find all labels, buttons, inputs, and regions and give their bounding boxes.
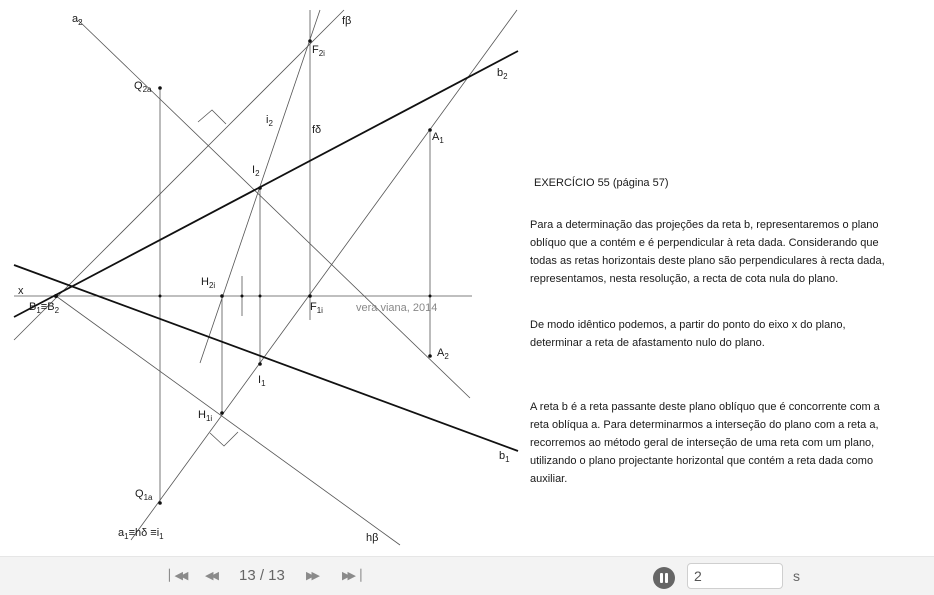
label-H1i: $H_{1i}$ <box>198 409 213 423</box>
label-i2: $i_2$ <box>266 114 273 128</box>
pause-icon-bar <box>665 573 668 583</box>
line-a2 <box>78 20 470 398</box>
right-angle-mark-lower <box>210 432 238 446</box>
skip-to-start-button[interactable] <box>169 569 185 583</box>
step-forward-button[interactable] <box>306 569 317 583</box>
label-I2: $I_2$ <box>252 164 260 178</box>
label-A1: $A_1$ <box>432 131 444 145</box>
label-x: x <box>18 285 24 297</box>
step-forward-icon: ▶▶ <box>306 570 317 582</box>
label-F1i: $F_{1i}$ <box>310 301 323 315</box>
line-a1 <box>131 10 517 540</box>
point-I1 <box>258 362 262 366</box>
label-b2: $b_2$ <box>497 67 508 81</box>
point-x-A <box>429 295 432 298</box>
line-b2 <box>14 51 518 317</box>
step-back-button[interactable] <box>205 569 216 583</box>
label-fdelta: fδ <box>312 124 322 136</box>
point-F2i <box>308 39 312 43</box>
label-F2i: $F_{2i}$ <box>312 44 325 58</box>
label-H2i: $H_{2i}$ <box>201 276 216 290</box>
label-fbeta: fβ <box>342 15 352 27</box>
point-Q1a <box>158 501 162 505</box>
label-B1B2: $B_1\equiv B_2$ <box>29 301 60 315</box>
point-x-aux <box>241 295 244 298</box>
label-a2: $a_2$ <box>72 13 83 27</box>
point-x-I <box>259 295 262 298</box>
label-hbeta: hβ <box>366 532 379 544</box>
pause-button[interactable] <box>653 567 675 589</box>
point-H1i <box>220 411 224 415</box>
seconds-input[interactable] <box>687 563 783 589</box>
label-a1-hdelta-i1: $a_1\equiv h\delta \equiv i_1$ <box>118 527 164 541</box>
point-F1i <box>308 294 312 298</box>
explanation-paragraph-3: A reta b é a reta passante deste plano oblíquo que é concorrente com a reta oblíqua a. Para determinarmos a interseção do plano com a reta a, recorremos ao método geral de interseção de uma reta com um plano, utilizando o plano projectante horizontal que contém a reta dada como auxiliar. <box>530 401 880 485</box>
seconds-unit: s <box>793 568 800 584</box>
label-b1: $b_1$ <box>499 450 510 464</box>
line-hbeta <box>56 296 400 545</box>
label-A2: $A_2$ <box>437 347 449 361</box>
point-Q2a <box>158 86 162 90</box>
explanation-paragraph-1: Para a determinação das projeções da reta b, representaremos o plano oblíquo que a contém e é perpendicular à reta dada. Considerando que todas as retas horizontais deste plano são perpendiculares à recta dada, representamos, nesta resolução, a recta de cota nula do plano. <box>530 219 885 285</box>
skip-to-start-icon: ▏◀◀ <box>169 570 186 582</box>
pause-icon <box>660 573 663 583</box>
explanation-paragraph-2: De modo idêntico podemos, a partir do ponto do eixo x do plano, determinar a reta de afastamento nulo do plano. <box>530 319 846 349</box>
point-I2 <box>258 186 262 190</box>
right-angle-mark-upper <box>198 110 226 124</box>
page-counter: 13 / 13 <box>239 567 285 584</box>
exercise-title: EXERCÍCIO 55 (página 57) <box>534 177 669 189</box>
skip-to-end-button[interactable] <box>342 569 358 583</box>
label-Q1a: $Q_{1a}$ <box>135 488 153 502</box>
point-x-Q <box>159 295 162 298</box>
explanation-panel <box>530 174 890 516</box>
point-B <box>54 294 58 298</box>
label-Q2a: $Q_{2a}$ <box>134 80 152 94</box>
player-toolbar <box>0 556 934 595</box>
label-I1: $I_1$ <box>258 374 266 388</box>
point-A2 <box>428 354 432 358</box>
skip-to-end-icon: ▶▶▕ <box>342 570 359 582</box>
point-H2i <box>220 294 224 298</box>
step-back-icon: ◀◀ <box>205 570 216 582</box>
author-credit: vera viana, 2014 <box>356 302 438 314</box>
